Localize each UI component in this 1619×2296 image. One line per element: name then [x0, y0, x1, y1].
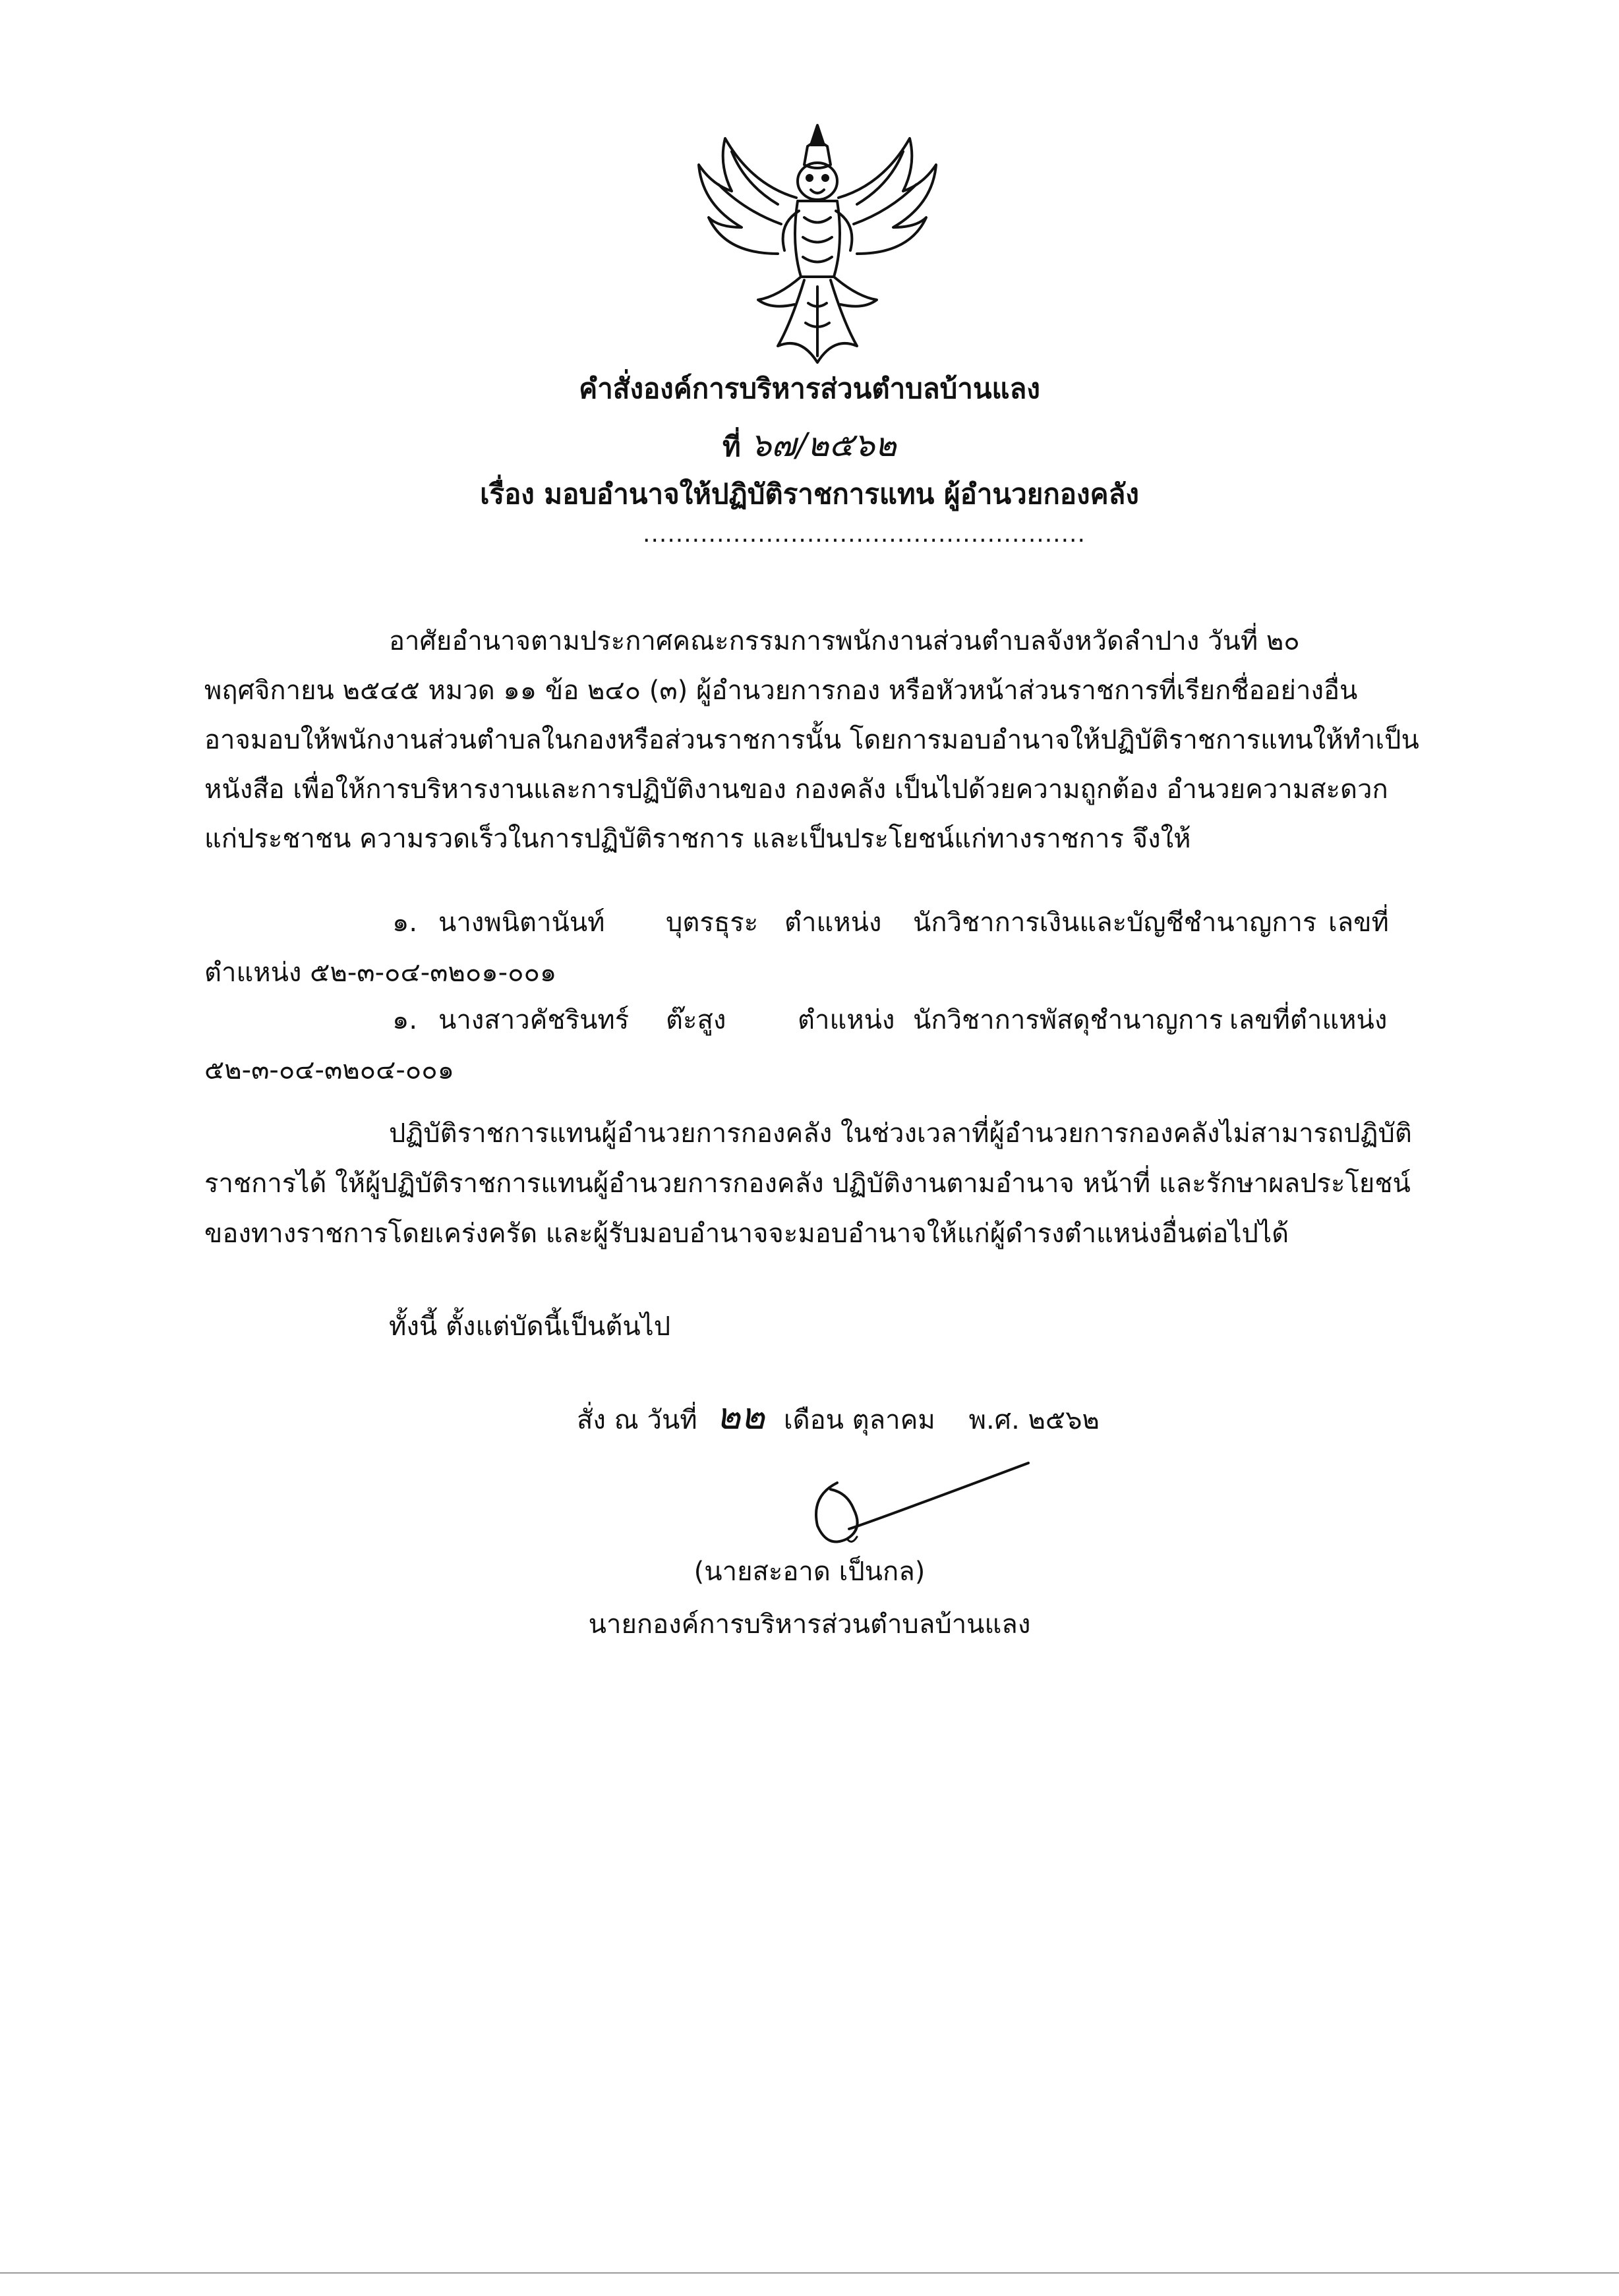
- paragraph2-line: ปฏิบัติราชการแทนผู้อำนวยการกองคลัง ในช่วงเวลาที่ผู้อำนวยการกองคลังไม่สามารถปฏิบัติ: [389, 1118, 1412, 1149]
- appointee-surname: ต๊ะสูง: [666, 1005, 726, 1035]
- appointee-number: ๑.: [392, 1005, 418, 1035]
- date-year: พ.ศ. ๒๕๖๒: [968, 1405, 1100, 1435]
- appointee-position-number-label: เลขที่ตำแหน่ง: [1229, 1005, 1388, 1035]
- order-title: คำสั่งองค์การบริหารส่วนตำบลบ้านแลง: [579, 372, 1040, 405]
- page-bottom-rule: [0, 2272, 1619, 2274]
- date-day: ๒๒: [716, 1395, 765, 1438]
- appointee-number: ๑.: [392, 907, 418, 938]
- date-prefix: สั่ง ณ วันที่: [577, 1405, 697, 1435]
- order-date-line: [577, 1397, 1100, 1440]
- order-number: ๖๗/๒๕๖๒: [750, 426, 897, 464]
- appointee-surname: บุตรธุระ: [666, 907, 759, 938]
- date-month: เดือน ตุลาคม: [783, 1405, 935, 1435]
- appointee-name: นางพนิตานันท์: [438, 907, 605, 938]
- paragraph2-line: ราชการได้ ให้ผู้ปฏิบัติราชการแทนผู้อำนวยการกองคลัง ปฏิบัติงานตามอำนาจ หน้าที่ และรักษาผลประโยชน์: [204, 1168, 1411, 1199]
- order-number-prefix: ที่: [722, 430, 741, 463]
- order-number-line: [0, 425, 1619, 467]
- separator-dots: ......................................................: [643, 521, 1086, 548]
- appointee-position: นักวิชาการพัสดุชำนาญการ: [913, 1005, 1223, 1035]
- signer-name: (นายสะอาด เป็นกล): [693, 1557, 926, 1587]
- appointee-position-label: ตำแหน่ง: [798, 1005, 895, 1035]
- paragraph2-line: ของทางราชการโดยเคร่งครัด และผู้รับมอบอำนาจจะมอบอำนาจให้แก่ผู้ดำรงตำแหน่งอื่นต่อไปได้: [204, 1219, 1289, 1249]
- paragraph1-line: พฤศจิกายน ๒๕๔๕ หมวด ๑๑ ข้อ ๒๔๐ (๓) ผู้อำนวยการกอง หรือหัวหน้าส่วนราชการที่เรียกชื่ออย่างอื่น: [204, 675, 1358, 706]
- effective-statement: ทั้งนี้ ตั้งแต่บัดนี้เป็นต้นไป: [389, 1311, 671, 1342]
- appointee-position: นักวิชาการเงินและบัญชีชำนาญการ: [913, 907, 1317, 938]
- paragraph1-line: อาจมอบให้พนักงานส่วนตำบลในกองหรือส่วนราชการนั้น โดยการมอบอำนาจให้ปฏิบัติราชการแทนให้ทำเป็น: [204, 725, 1419, 755]
- paragraph1-line: แก่ประชาชน ความรวดเร็วในการปฏิบัติราชการ และเป็นประโยชน์แก่ทางราชการ จึงให้: [204, 824, 1191, 854]
- paragraph1-line: หนังสือ เพื่อให้การบริหารงานและการปฏิบัติงานของ กองคลัง เป็นไปด้วยความถูกต้อง อำนวยความสะดวก: [204, 774, 1388, 805]
- signer-title: นายกองค์การบริหารส่วนตำบลบ้านแลง: [588, 1609, 1031, 1640]
- handwritten-signature: [791, 1450, 1055, 1562]
- order-subject: เรื่อง มอบอำนาจให้ปฏิบัติราชการแทน ผู้อำนวยกองคลัง: [480, 478, 1139, 510]
- appointee-position-label: ตำแหน่ง: [784, 907, 882, 938]
- appointee-name: นางสาวคัชรินทร์: [438, 1005, 630, 1035]
- paragraph1-line: อาศัยอำนาจตามประกาศคณะกรรมการพนักงานส่วนตำบลจังหวัดลำปาง วันที่ ๒๐: [389, 626, 1300, 656]
- appointee-position-number-label: เลขที่: [1328, 907, 1389, 938]
- appointee-position-number: ตำแหน่ง ๕๒-๓-๐๔-๓๒๐๑-๐๐๑: [204, 958, 557, 988]
- appointee-position-number: ๕๒-๓-๐๔-๓๒๐๔-๐๐๑: [204, 1055, 455, 1085]
- garuda-emblem-icon: [679, 112, 956, 376]
